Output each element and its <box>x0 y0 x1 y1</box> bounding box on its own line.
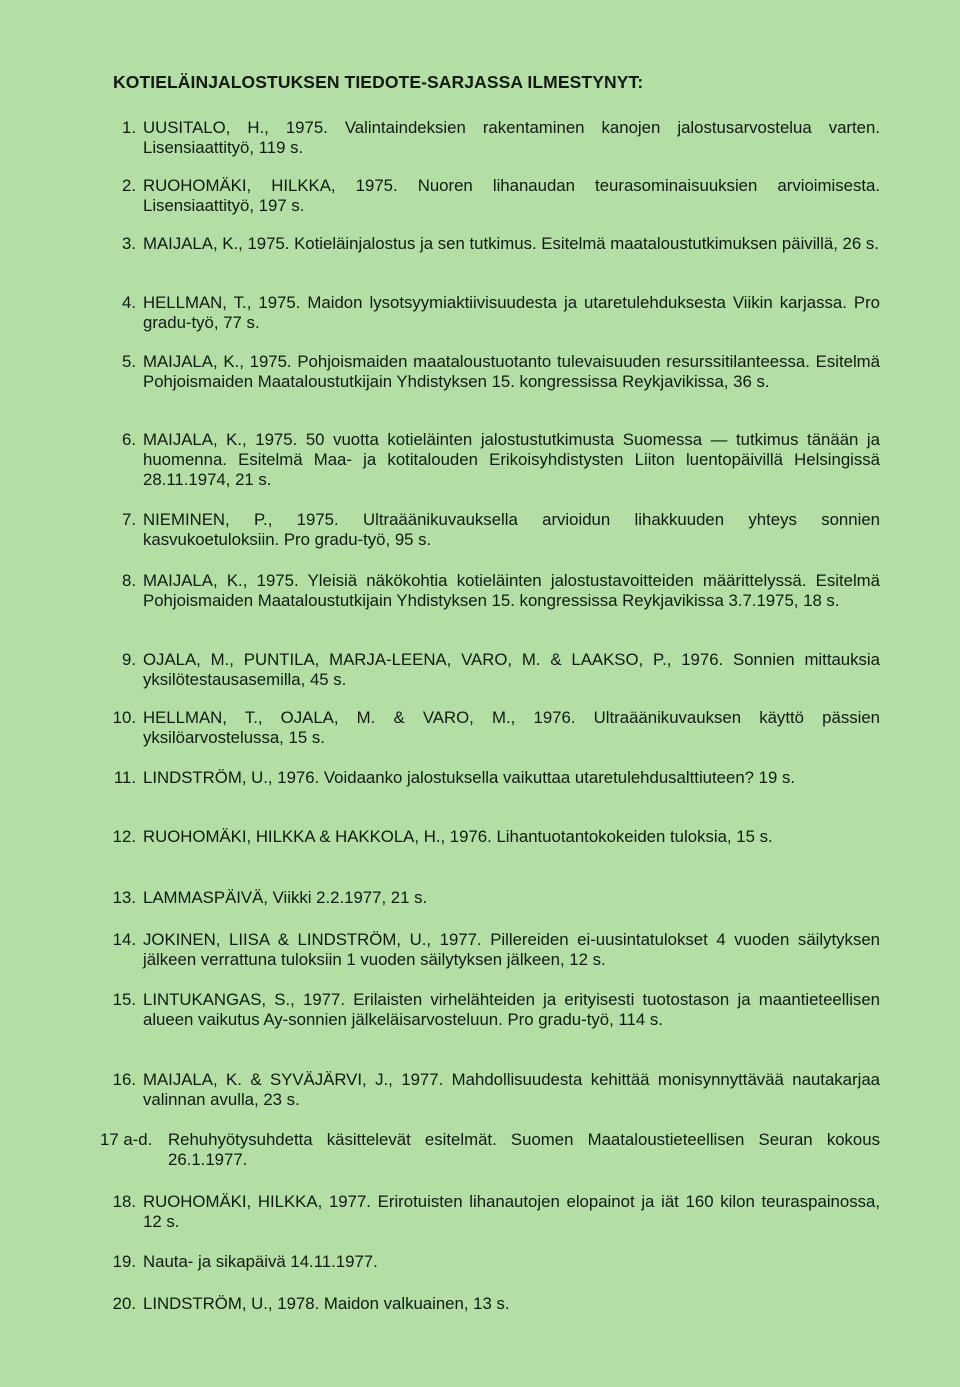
item-number: 18. <box>112 1192 136 1211</box>
item-text: LINDSTRÖM, U., 1976. Voidaanko jalostuksella vaikuttaa utaretulehdusalttiuteen? 19 s. <box>143 768 796 787</box>
item-number: 5. <box>122 352 136 371</box>
item-text: LAMMASPÄIVÄ, Viikki 2.2.1977, 21 s. <box>143 888 428 907</box>
item-text: MAIJALA, K., 1975. Kotieläinjalostus ja sen tutkimus. Esitelmä maataloustutkimuksen päivillä, 26 s. <box>143 234 879 253</box>
item-text: UUSITALO, H., 1975. Valintaindeksien rakentaminen kanojen jalostusarvostelua varten. Lisensiaattityö, 119 s. <box>143 118 880 157</box>
item-text: Rehuhyötysuhdetta käsittelevät esitelmät. Suomen Maataloustieteellisen Seuran kokous 26.1.1977. <box>168 1130 880 1169</box>
list-item <box>100 510 880 550</box>
item-number: 16. <box>112 1070 136 1089</box>
item-number: 13. <box>112 888 136 907</box>
item-number: 10. <box>112 708 136 727</box>
page-title: KOTIELÄINJALOSTUKSEN TIEDOTE-SARJASSA ILMESTYNYT: <box>113 72 644 92</box>
item-text: JOKINEN, LIISA & LINDSTRÖM, U., 1977. Pillereiden ei-uusintatulokset 4 vuoden säilytyksen jälkeen verrattuna tuloksiin 1 vuoden säilytyksen jälkeen, 12 s. <box>143 930 880 969</box>
list-item <box>100 118 880 158</box>
item-text: RUOHOMÄKI, HILKKA & HAKKOLA, H., 1976. Lihantuotantokokeiden tuloksia, 15 s. <box>143 827 773 846</box>
list-item <box>100 1130 880 1170</box>
item-number: 11. <box>113 768 136 787</box>
list-item <box>100 176 880 216</box>
item-text: RUOHOMÄKI, HILKKA, 1977. Erirotuisten lihanautojen elopainot ja iät 160 kilon teuraspainossa, 12 s. <box>143 1192 880 1231</box>
list-item <box>100 708 880 748</box>
list-item <box>100 1070 880 1110</box>
item-text: NIEMINEN, P., 1975. Ultraäänikuvauksella arvioidun lihakkuuden yhteys sonnien kasvukoetuloksiin. Pro gradu-työ, 95 s. <box>143 510 880 549</box>
list-item <box>100 930 880 970</box>
item-number: 2. <box>122 176 136 195</box>
list-item <box>100 1192 880 1232</box>
list-item <box>100 352 880 392</box>
item-number: 9. <box>122 650 136 669</box>
list-item <box>100 293 880 333</box>
item-text: HELLMAN, T., 1975. Maidon lysotsyymiaktiivisuudesta ja utaretulehduksesta Viikin karjassa. Pro gradu-työ, 77 s. <box>143 293 880 332</box>
item-number: 6. <box>122 430 136 449</box>
list-item <box>100 1252 880 1272</box>
item-number: 8. <box>122 571 136 590</box>
item-number: 1. <box>122 118 136 137</box>
item-number: 7. <box>122 510 136 529</box>
item-text: LINTUKANGAS, S., 1977. Erilaisten virhelähteiden ja erityisesti tuotostason ja maantieteellisen alueen vaikutus Ay-sonnien jälkeläisarvosteluun. Pro gradu-työ, 114 s. <box>143 990 880 1029</box>
item-text: HELLMAN, T., OJALA, M. & VARO, M., 1976. Ultraäänikuvauksen käyttö pässien yksilöarvostelussa, 15 s. <box>143 708 880 747</box>
item-number: 15. <box>112 990 136 1009</box>
list-item <box>100 888 880 908</box>
item-text: OJALA, M., PUNTILA, MARJA-LEENA, VARO, M. & LAAKSO, P., 1976. Sonnien mittauksia yksilötestausasemilla, 45 s. <box>143 650 880 689</box>
item-number: 19. <box>112 1252 136 1271</box>
list-item <box>100 430 880 490</box>
item-text: MAIJALA, K. & SYVÄJÄRVI, J., 1977. Mahdollisuudesta kehittää monisynnyttävää nautakarjaa valinnan avulla, 23 s. <box>143 1070 880 1109</box>
list-item <box>100 650 880 690</box>
item-text: MAIJALA, K., 1975. Yleisiä näkökohtia kotieläinten jalostustavoitteiden määrittelyssä. Esitelmä Pohjoismaiden Maataloustutkijain Yhdistyksen 15. kongressissa Reykjavikissa 3.7.1975, 18 s. <box>143 571 880 610</box>
item-text: MAIJALA, K., 1975. Pohjoismaiden maataloustuotanto tulevaisuuden resurssitilanteessa. Esitelmä Pohjoismaiden Maataloustutkijain Yhdistyksen 15. kongressissa Reykjavikissa, 36 s. <box>143 352 880 391</box>
item-number: 17 a-d. <box>100 1130 153 1149</box>
list-item <box>100 990 880 1030</box>
list-item <box>100 827 880 847</box>
list-item <box>100 768 880 788</box>
list-item <box>100 571 880 611</box>
item-number: 4. <box>122 293 136 312</box>
item-text: MAIJALA, K., 1975. 50 vuotta kotieläinten jalostustutkimusta Suomessa — tutkimus tänään ja huomenna. Esitelmä Maa- ja kotitalouden Erikoisyhdistysten Liiton luentopäivillä Helsingissä 28.11.1974, 21 s. <box>143 430 880 489</box>
item-number: 14. <box>112 930 136 949</box>
item-number: 3. <box>122 234 136 253</box>
item-number: 20. <box>112 1294 136 1313</box>
item-text: RUOHOMÄKI, HILKKA, 1975. Nuoren lihanaudan teurasominaisuuksien arvioimisesta. Lisensiaattityö, 197 s. <box>143 176 880 215</box>
list-item <box>100 1294 880 1314</box>
item-text: Nauta- ja sikapäivä 14.11.1977. <box>143 1252 378 1271</box>
item-text: LINDSTRÖM, U., 1978. Maidon valkuainen, 13 s. <box>143 1294 510 1313</box>
list-item <box>100 234 880 254</box>
item-number: 12. <box>112 827 136 846</box>
